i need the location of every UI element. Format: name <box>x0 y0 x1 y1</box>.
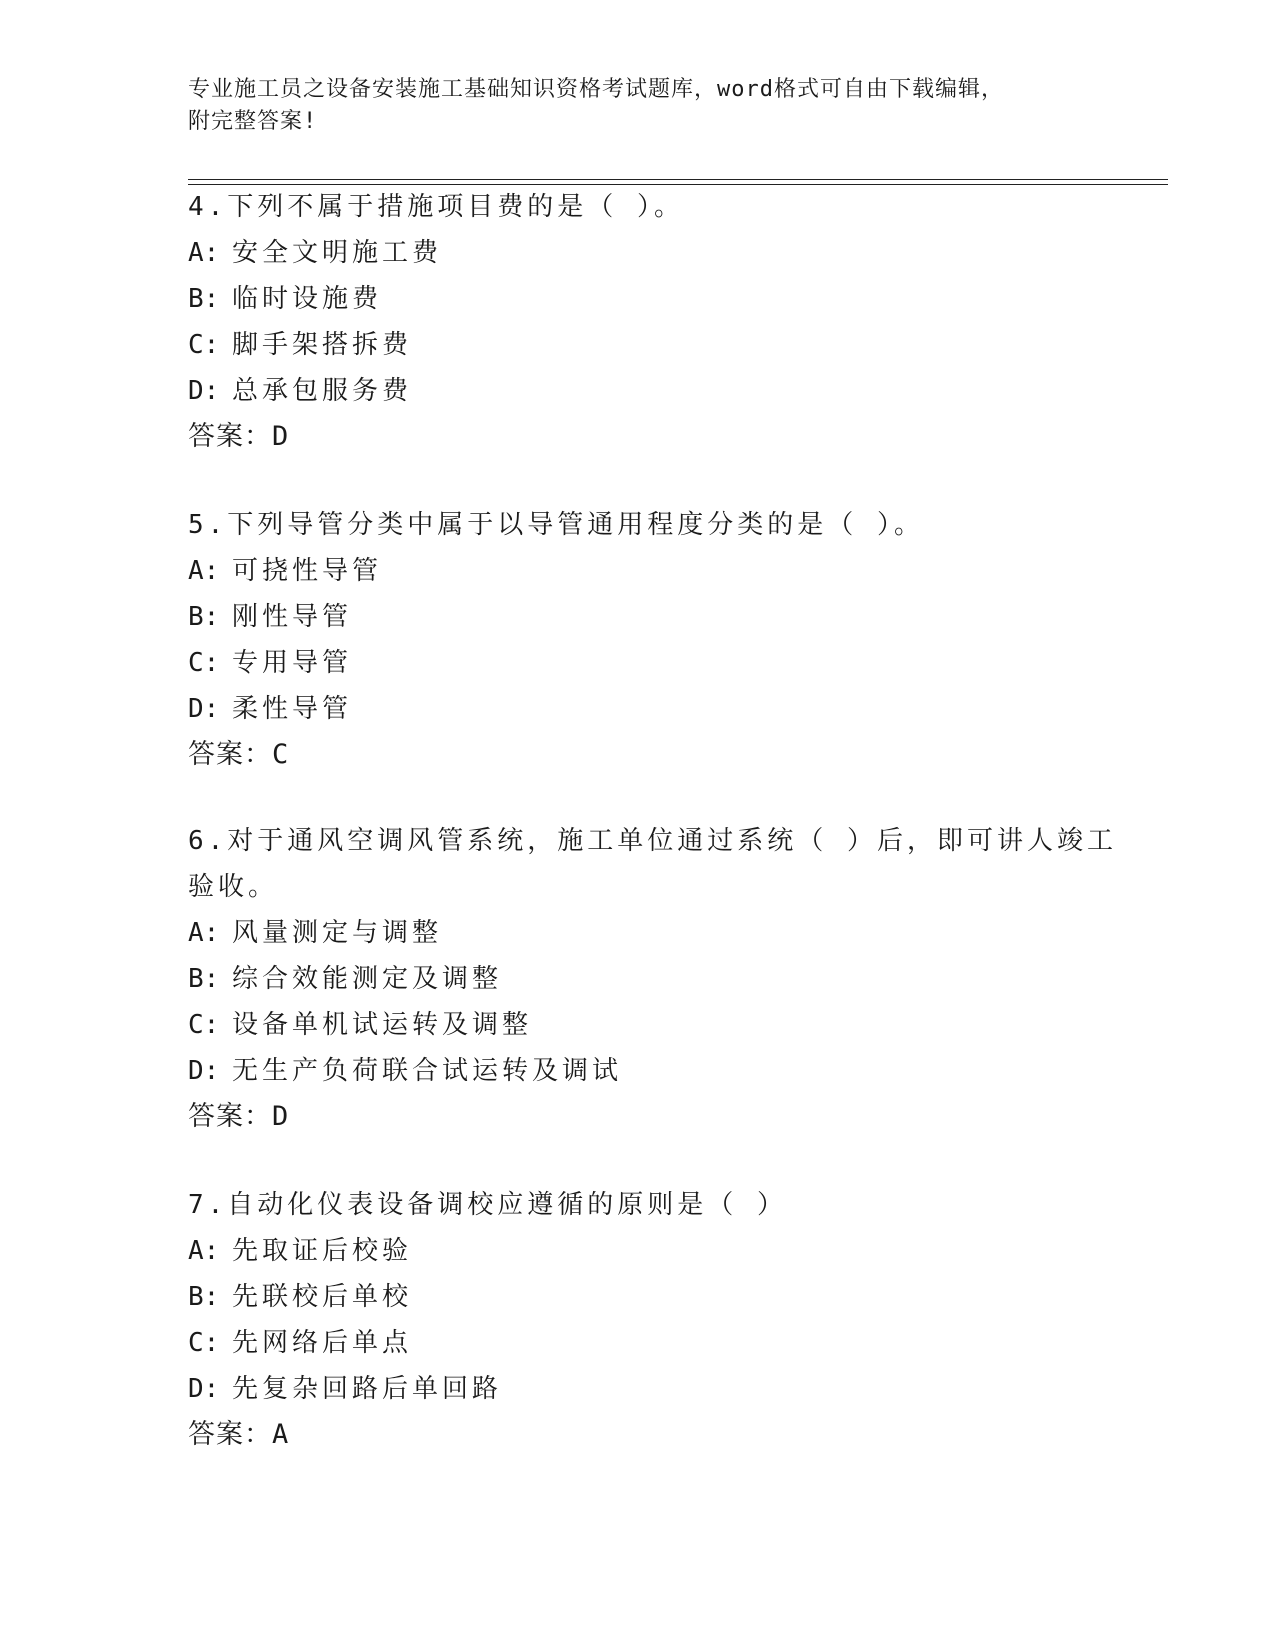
answer-value: A <box>272 1419 290 1450</box>
option-text: 风量测定与调整 <box>232 918 443 948</box>
option-b <box>188 956 1088 1002</box>
option-key: A: <box>188 238 220 268</box>
option-text: 设备单机试运转及调整 <box>232 1010 533 1040</box>
option-d <box>188 1048 1088 1094</box>
question-4 <box>188 184 1088 460</box>
answer-label: 答案： <box>188 739 272 770</box>
option-text: 综合效能测定及调整 <box>232 964 503 994</box>
header-line-1: 专业施工员之设备安装施工基础知识资格考试题库，word格式可自由下载编辑， <box>188 77 1004 102</box>
option-text: 刚性导管 <box>232 602 353 632</box>
option-key: C: <box>188 648 220 678</box>
header-divider-top <box>188 179 1168 180</box>
option-c <box>188 1320 1088 1366</box>
answer <box>188 732 1088 778</box>
option-text: 无生产负荷联合试运转及调试 <box>232 1056 623 1086</box>
answer <box>188 414 1088 460</box>
option-key: B: <box>188 1282 220 1312</box>
option-text: 临时设施费 <box>232 284 383 314</box>
option-key: A: <box>188 556 220 586</box>
question-5 <box>188 502 1088 778</box>
option-text: 专用导管 <box>232 648 353 678</box>
option-key: B: <box>188 602 220 632</box>
option-key: C: <box>188 1328 220 1358</box>
option-text: 可挠性导管 <box>232 556 383 586</box>
question-stem: 4.下列不属于措施项目费的是（ ）。 <box>188 192 684 222</box>
option-a <box>188 548 1088 594</box>
answer-label: 答案： <box>188 1101 272 1132</box>
question-stem-line-2: 验收。 <box>188 872 279 902</box>
header-line-2: 附完整答案! <box>188 109 318 134</box>
option-a <box>188 230 1088 276</box>
option-key: C: <box>188 330 220 360</box>
option-d <box>188 1366 1088 1412</box>
option-key: B: <box>188 964 220 994</box>
option-key: D: <box>188 694 220 724</box>
option-key: A: <box>188 918 220 948</box>
answer-value: D <box>272 1101 290 1132</box>
answer <box>188 1094 1088 1140</box>
option-key: D: <box>188 376 220 406</box>
answer <box>188 1412 1088 1458</box>
answer-value: C <box>272 739 290 770</box>
question-7 <box>188 1182 1088 1458</box>
option-b <box>188 276 1088 322</box>
option-text: 总承包服务费 <box>232 376 413 406</box>
option-d <box>188 368 1088 414</box>
option-c <box>188 1002 1088 1048</box>
option-text: 安全文明施工费 <box>232 238 443 268</box>
option-c <box>188 640 1088 686</box>
option-c <box>188 322 1088 368</box>
option-text: 先联校后单校 <box>232 1282 413 1312</box>
option-text: 柔性导管 <box>232 694 353 724</box>
option-key: D: <box>188 1056 220 1086</box>
answer-value: D <box>272 421 290 452</box>
option-a <box>188 910 1088 956</box>
option-b <box>188 594 1088 640</box>
option-a <box>188 1228 1088 1274</box>
option-text: 先网络后单点 <box>232 1328 413 1358</box>
option-key: B: <box>188 284 220 314</box>
answer-label: 答案： <box>188 1419 272 1450</box>
option-key: C: <box>188 1010 220 1040</box>
option-text: 脚手架搭拆费 <box>232 330 413 360</box>
option-text: 先复杂回路后单回路 <box>232 1374 503 1404</box>
option-key: D: <box>188 1374 220 1404</box>
option-text: 先取证后校验 <box>232 1236 413 1266</box>
answer-label: 答案： <box>188 421 272 452</box>
document-header <box>188 74 1088 138</box>
option-d <box>188 686 1088 732</box>
question-stem: 7.自动化仪表设备调校应遵循的原则是（ ） <box>188 1190 787 1220</box>
option-key: A: <box>188 1236 220 1266</box>
question-stem-line-1: 6.对于通风空调风管系统，施工单位通过系统（ ）后，即可讲人竣工 <box>188 826 1117 856</box>
question-stem: 5.下列导管分类中属于以导管通用程度分类的是（ ）。 <box>188 510 924 540</box>
option-b <box>188 1274 1088 1320</box>
question-6 <box>188 818 1117 1140</box>
